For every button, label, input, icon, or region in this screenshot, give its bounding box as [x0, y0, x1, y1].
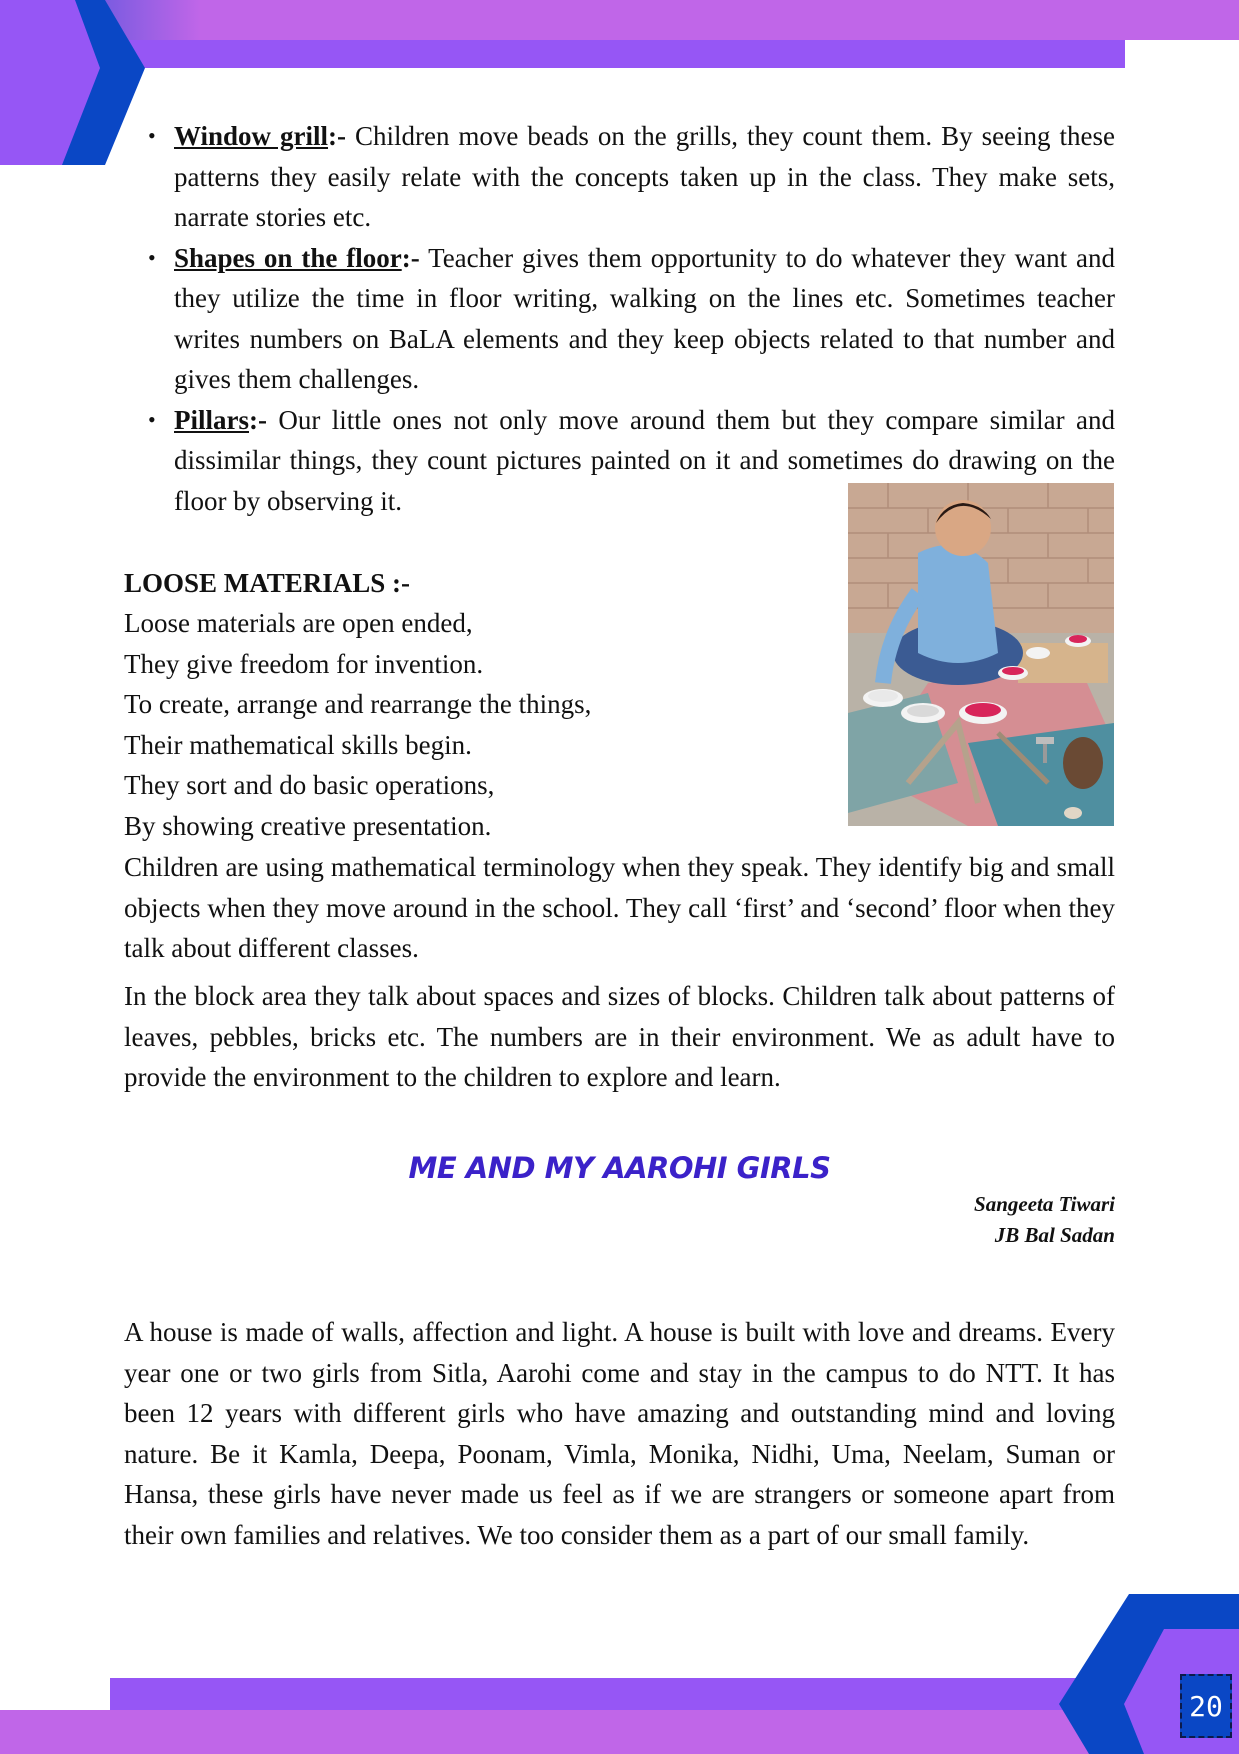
top-decorative-bar — [120, 40, 1125, 68]
block-area-paragraph: In the block area they talk about spaces and sizes of blocks. Children talk about patterns of leaves, pebbles, bricks etc. The numbers are in their environment. We as adult have to provide the environment to the children to explore and learn. — [124, 981, 1115, 1092]
bullet-term: Shapes on the floor:- — [174, 242, 420, 273]
bala-bullet-list — [124, 116, 1115, 521]
article-byline — [974, 1189, 1115, 1251]
poem-line: Loose materials are open ended, — [124, 608, 473, 638]
bullet-text: Our little ones not only move around them but they compare similar and dissimilar things, they count pictures painted on it and sometimes do drawing on the floor by observing it. — [174, 404, 1115, 516]
terminology-paragraph: Children are using mathematical terminology when they speak. They identify big and small objects when they move around in the school. They call ‘first’ and ‘second’ floor when they talk about different classes. — [124, 852, 1115, 963]
poem-line: They give freedom for invention. — [124, 648, 484, 679]
bala-elements-section — [124, 116, 1115, 521]
page-number: 20 — [1180, 1674, 1232, 1738]
poem-line: By showing creative presentation. — [124, 810, 492, 841]
bullet-term: Window grill:- — [174, 121, 346, 151]
poem-line: Their mathematical skills begin. — [124, 729, 472, 760]
author-affiliation: JB Bal Sadan — [994, 1223, 1115, 1247]
poem-line: To create, arrange and rearrange the things, — [124, 689, 592, 720]
bottom-decorative-bar — [110, 1678, 1110, 1710]
loose-materials-heading: LOOSE MATERIALS :- — [124, 568, 411, 598]
article-paragraph: A house is made of walls, affection and light. A house is built with love and dreams. Every year one or two girls from Sitla, Aarohi come and stay in the campus to do NTT. It has been 12 years with different girls who have amazing and outstanding mind and loving nature. Be it Kamla, Deepa, Poonam, Vimla, Monika, Nidhi, Uma, Neelam, Suman or Hansa, these girls have never made us feel as if we are strangers or someone apart from their own families and relatives. We too consider them as a part of our small family. — [124, 1317, 1115, 1550]
author-name: Sangeeta Tiwari — [974, 1192, 1115, 1216]
loose-materials-poem — [124, 603, 824, 847]
bottom-decorative-band — [0, 1710, 1239, 1754]
bullet-shapes-on-floor — [124, 238, 1115, 400]
child-playing-photo — [848, 483, 1114, 826]
poem-line: They sort and do basic operations, — [124, 770, 495, 801]
bullet-text: Children move beads on the grills, they count them. By seeing these patterns they easily relate with the concepts taken up in the class. They make sets, narrate stories etc. — [174, 121, 1115, 232]
bullet-text: Teacher gives them opportunity to do whatever they want and they utilize the time in floor writing, walking on the lines etc. Sometimes teacher writes numbers on BaLA elements and they keep objects related to that number and gives them challenges. — [174, 242, 1116, 394]
bullet-term: Pillars:- — [174, 404, 267, 435]
bullet-window-grill — [124, 116, 1115, 238]
article-title: ME AND MY AAROHI GIRLS — [408, 1151, 831, 1185]
